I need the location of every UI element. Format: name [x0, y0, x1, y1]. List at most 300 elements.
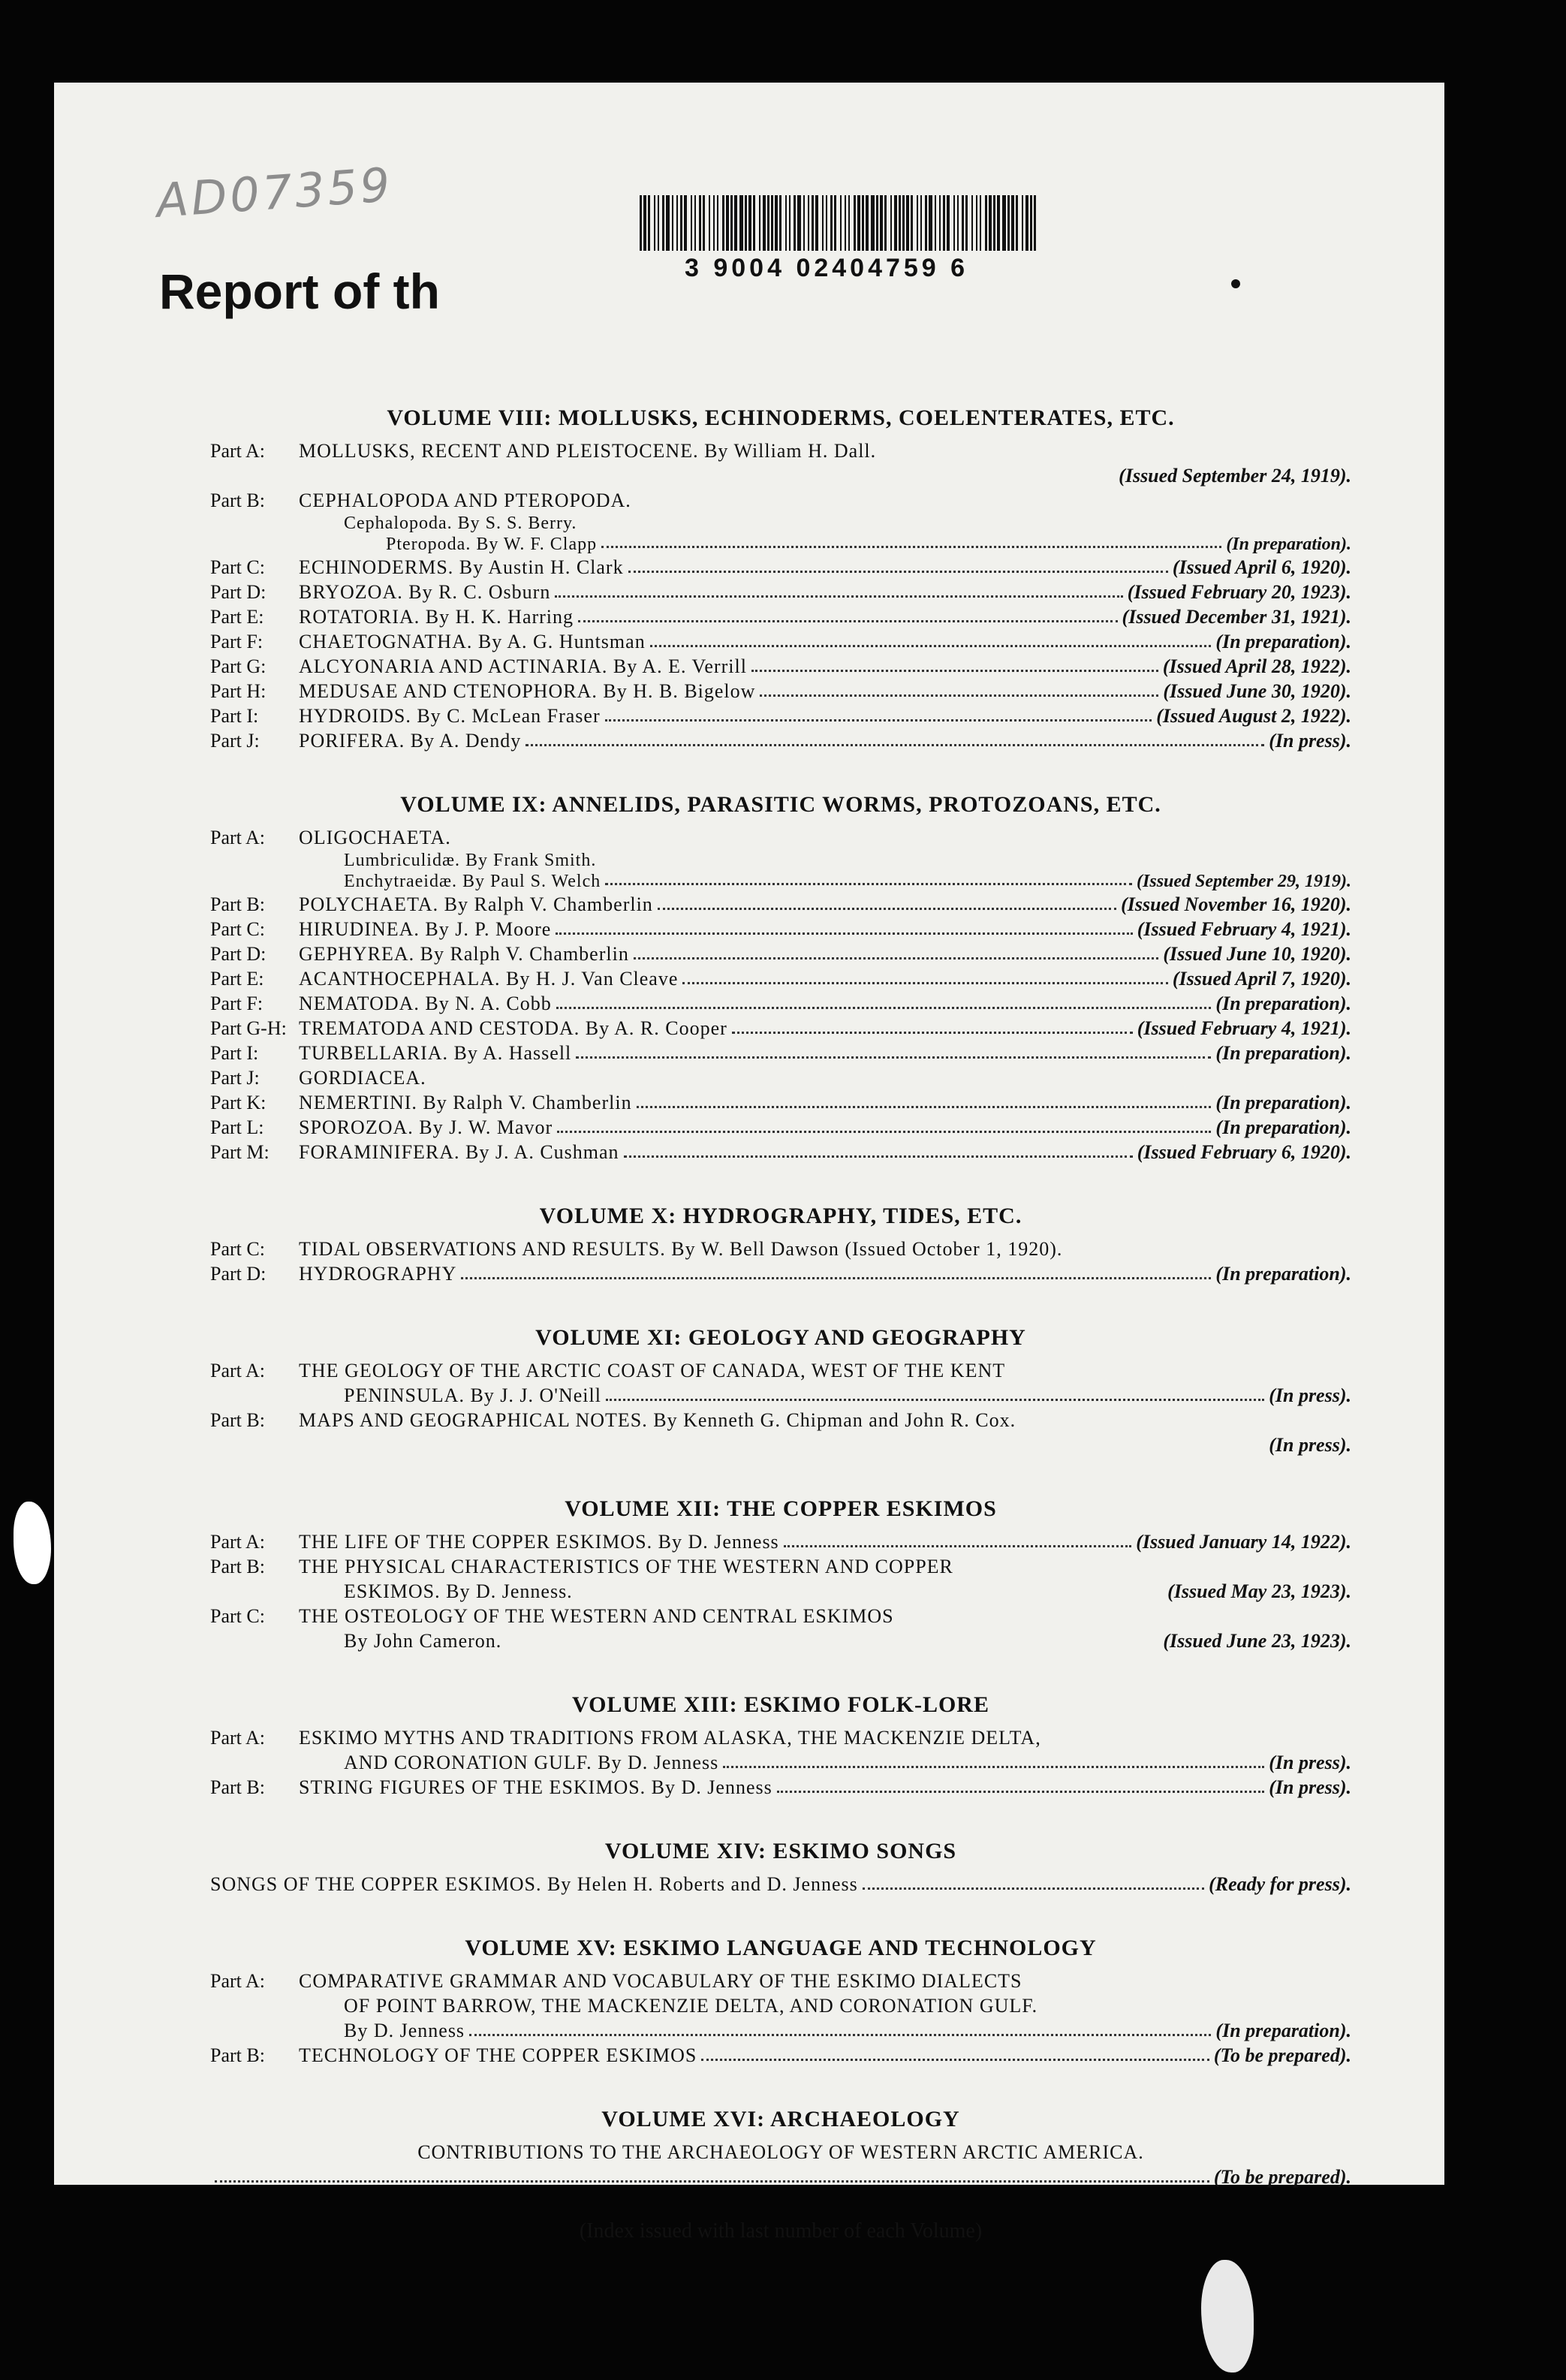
dot-leader — [215, 2165, 1209, 2183]
part-status: (In preparation). — [1215, 1116, 1351, 1138]
barcode-bar — [771, 195, 773, 251]
barcode-bar — [1022, 195, 1023, 251]
barcode-bar — [763, 195, 766, 251]
dot-leader — [557, 1115, 1211, 1133]
part-title: ESKIMO MYTHS AND TRADITIONS FROM ALASKA, THE MACKENZIE DELTA, — [299, 1727, 1041, 1749]
part-status: (Issued June 10, 1920). — [1163, 943, 1351, 965]
part-entry — [210, 1604, 1351, 1628]
barcode-bar — [703, 195, 705, 251]
volume-heading: VOLUME XI: GEOLOGY AND GEOGRAPHY — [535, 1325, 1026, 1350]
barcode-number: 3 9004 02404759 6 — [685, 254, 969, 282]
part-status: (Ready for press). — [1209, 1873, 1351, 1895]
barcode-bar — [920, 195, 922, 251]
barcode-bar — [826, 195, 827, 251]
barcode-bar — [953, 195, 955, 251]
part-label: Part M: — [210, 1141, 270, 1163]
part-title: GEPHYREA. By Ralph V. Chamberlin — [299, 943, 629, 965]
part-label: Part D: — [210, 943, 267, 965]
part-status: (To be prepared). — [1213, 2044, 1351, 2066]
part-entry — [210, 513, 1351, 534]
dot-leader — [751, 654, 1158, 672]
part-status: (Issued April 28, 1922). — [1162, 655, 1351, 677]
barcode-bar — [759, 195, 760, 251]
barcode-bar — [880, 195, 883, 251]
barcode-bar — [862, 195, 864, 251]
barcode-bar — [899, 195, 901, 251]
part-entry — [210, 1090, 1351, 1115]
part-label — [210, 1433, 299, 1457]
barcode-bar — [1002, 195, 1006, 251]
part-title: MAPS AND GEOGRAPHICAL NOTES. By Kenneth G. Chipman and John R. Cox. — [299, 1409, 1016, 1431]
barcode-bar — [797, 195, 801, 251]
barcode-bar — [691, 195, 692, 251]
part-entry — [210, 2043, 1351, 2068]
volume-heading: VOLUME IX: ANNELIDS, PARASITIC WORMS, PROTOZOANS, ETC. — [400, 792, 1161, 817]
part-status: (In preparation). — [1215, 631, 1351, 652]
part-label: Part F: — [210, 631, 264, 652]
barcode-bar — [734, 195, 737, 251]
dot-leader — [682, 966, 1167, 984]
part-label — [210, 850, 299, 871]
part-title: ECHINODERMS. By Austin H. Clark — [299, 556, 624, 578]
barcode-bar — [684, 195, 687, 251]
dot-leader — [556, 917, 1132, 935]
part-title: GORDIACEA. — [299, 1067, 426, 1089]
part-label — [210, 463, 299, 488]
dot-leader — [555, 580, 1122, 598]
part-title: Lumbriculidæ. By Frank Smith. — [344, 851, 597, 870]
barcode-bar — [935, 195, 936, 251]
part-status: (In preparation). — [1215, 1042, 1351, 1064]
part-entry — [210, 2018, 1351, 2043]
part-entry — [210, 966, 1351, 991]
part-entry — [210, 438, 1351, 463]
part-title: COMPARATIVE GRAMMAR AND VOCABULARY OF THE ESKIMO DIALECTS — [299, 1970, 1022, 1992]
part-label: Part F: — [210, 993, 264, 1014]
part-title: By John Cameron. — [344, 1630, 502, 1652]
ink-dot — [1231, 279, 1240, 288]
report-title: Report of th — [159, 264, 440, 319]
part-status: (In preparation). — [1215, 1263, 1351, 1285]
dot-leader — [469, 2018, 1211, 2036]
part-label: Part C: — [210, 1605, 265, 1627]
part-entry — [210, 2140, 1351, 2165]
dot-leader — [637, 1090, 1212, 1108]
barcode-bar — [857, 195, 860, 251]
part-title: NEMATODA. By N. A. Cobb — [299, 993, 552, 1014]
part-entry — [210, 1775, 1351, 1800]
part-title: THE PHYSICAL CHARACTERISTICS OF THE WESTERN AND COPPER — [299, 1556, 953, 1577]
part-status: (Issued April 7, 1920). — [1172, 968, 1351, 990]
barcode — [640, 195, 1037, 251]
barcode-bar — [947, 195, 950, 251]
part-entry — [210, 1872, 1351, 1896]
barcode-bar — [699, 195, 701, 251]
barcode-bar — [709, 195, 710, 251]
dot-leader — [601, 534, 1221, 548]
part-entry — [210, 1115, 1351, 1140]
part-entry — [210, 892, 1351, 917]
barcode-bar — [722, 195, 724, 251]
part-label: Part B: — [210, 893, 265, 915]
part-status: (In press). — [1269, 1752, 1351, 1773]
part-title: ACANTHOCEPHALA. By H. J. Van Cleave — [299, 968, 679, 990]
part-status: (In preparation). — [1215, 2020, 1351, 2041]
part-label — [210, 1750, 299, 1775]
dot-leader — [624, 1140, 1133, 1158]
part-status: (Issued February 20, 1923). — [1127, 581, 1351, 603]
part-title: THE LIFE OF THE COPPER ESKIMOS. By D. Jenness — [299, 1531, 779, 1553]
barcode-bar — [745, 195, 747, 251]
part-title: THE OSTEOLOGY OF THE WESTERN AND CENTRAL ESKIMOS — [299, 1605, 894, 1627]
part-title: CONTRIBUTIONS TO THE ARCHAEOLOGY OF WESTERN ARCTIC AMERICA. — [417, 2141, 1144, 2163]
part-entry — [210, 1554, 1351, 1579]
dot-leader — [723, 1750, 1264, 1768]
barcode-bar — [1034, 195, 1036, 251]
barcode-bar — [753, 195, 755, 251]
dot-leader — [634, 941, 1159, 960]
part-entry — [210, 1529, 1351, 1554]
barcode-bar — [1011, 195, 1014, 251]
part-status: (In press). — [1269, 1384, 1351, 1406]
dot-leader — [777, 1775, 1264, 1793]
part-entry — [210, 604, 1351, 629]
part-entry — [210, 871, 1351, 892]
part-title: NEMERTINI. By Ralph V. Chamberlin — [299, 1092, 632, 1113]
part-status: (Issued February 4, 1921). — [1137, 1017, 1351, 1039]
volume-list — [210, 405, 1351, 2243]
dot-leader — [605, 703, 1152, 722]
part-label: Part I: — [210, 705, 259, 727]
part-title: TECHNOLOGY OF THE COPPER ESKIMOS — [299, 2044, 697, 2066]
volume-heading: VOLUME XIII: ESKIMO FOLK-LORE — [572, 1692, 989, 1717]
barcode-bar — [902, 195, 905, 251]
dot-leader — [650, 629, 1212, 647]
part-title: ESKIMOS. By D. Jenness. — [344, 1580, 573, 1602]
part-label: Part I: — [210, 1042, 259, 1064]
dot-leader — [556, 991, 1212, 1009]
part-status: (To be prepared). — [1213, 2166, 1351, 2188]
part-label — [210, 1993, 299, 2018]
part-title: HYDROGRAPHY — [299, 1263, 457, 1285]
part-status: (Issued August 2, 1922). — [1156, 705, 1351, 727]
barcode-bar — [845, 195, 846, 251]
barcode-bar — [779, 195, 781, 251]
part-status: (Issued May 23, 1923). — [1167, 1580, 1351, 1602]
barcode-bar — [840, 195, 842, 251]
barcode-bar — [654, 195, 655, 251]
scan-artifact — [14, 1502, 51, 1584]
barcode-bar — [1007, 195, 1010, 251]
barcode-bar — [965, 195, 968, 251]
part-entry — [210, 2165, 1351, 2189]
part-title: STRING FIGURES OF THE ESKIMOS. By D. Jenness — [299, 1776, 772, 1798]
dot-leader — [760, 679, 1158, 697]
barcode-bar — [676, 195, 678, 251]
barcode-bar — [785, 195, 787, 251]
part-status: (In preparation). — [1226, 535, 1351, 554]
part-title: AND CORONATION GULF. By D. Jenness — [344, 1752, 719, 1773]
part-entry — [210, 534, 1351, 555]
part-title: THE GEOLOGY OF THE ARCTIC COAST OF CANADA, WEST OF THE KENT — [299, 1360, 1006, 1381]
part-status: (Issued February 6, 1920). — [1137, 1141, 1351, 1163]
part-entry — [210, 1140, 1351, 1164]
part-label — [210, 1579, 299, 1604]
volume-heading: VOLUME VIII: MOLLUSKS, ECHINODERMS, COELENTERATES, ETC. — [387, 405, 1175, 430]
part-label: Part G-H: — [210, 1017, 287, 1039]
dot-leader — [701, 2043, 1209, 2061]
part-entry — [210, 654, 1351, 679]
part-label: Part A: — [210, 1531, 265, 1553]
volume-heading: VOLUME X: HYDROGRAPHY, TIDES, ETC. — [539, 1204, 1022, 1228]
part-entry — [210, 1261, 1351, 1286]
volume-heading: VOLUME XVI: ARCHAEOLOGY — [601, 2107, 960, 2131]
part-entry — [210, 488, 1351, 513]
part-title: POLYCHAETA. By Ralph V. Chamberlin — [299, 893, 653, 915]
barcode-bar — [658, 195, 659, 251]
part-title: BRYOZOA. By R. C. Osburn — [299, 581, 551, 603]
part-title: TURBELLARIA. By A. Hassell — [299, 1042, 572, 1064]
part-label: Part B: — [210, 1776, 265, 1798]
part-title: SONGS OF THE COPPER ESKIMOS. By Helen H. Roberts and D. Jenness — [210, 1873, 858, 1895]
barcode-bar — [962, 195, 964, 251]
barcode-bar — [876, 195, 878, 251]
part-status: (Issued December 31, 1921). — [1122, 606, 1351, 628]
part-title: TREMATODA AND CESTODA. By A. R. Cooper — [299, 1017, 727, 1039]
volume-heading: VOLUME XIV: ESKIMO SONGS — [604, 1839, 957, 1863]
barcode-bar — [906, 195, 909, 251]
barcode-bar — [917, 195, 918, 251]
part-label: Part A: — [210, 440, 265, 462]
part-label — [210, 513, 299, 534]
part-label: Part C: — [210, 918, 265, 940]
barcode-bar — [980, 195, 981, 251]
part-entry — [210, 1579, 1351, 1604]
part-status: (Issued September 29, 1919). — [1137, 872, 1351, 891]
part-title: FORAMINIFERA. By J. A. Cushman — [299, 1141, 619, 1163]
dot-leader — [605, 871, 1132, 885]
dot-leader — [863, 1872, 1204, 1890]
barcode-bar — [662, 195, 664, 251]
barcode-bar — [775, 195, 778, 251]
part-title: ROTATORIA. By H. K. Harring — [299, 606, 574, 628]
part-entry — [210, 1237, 1351, 1261]
barcode-bar — [726, 195, 729, 251]
part-title: ALCYONARIA AND ACTINARIA. By A. E. Verrill — [299, 655, 747, 677]
barcode-bar — [666, 195, 670, 251]
barcode-bar — [866, 195, 869, 251]
barcode-bar — [748, 195, 751, 251]
part-status: (Issued February 4, 1921). — [1137, 918, 1351, 940]
barcode-bar — [830, 195, 833, 251]
part-label: Part B: — [210, 1556, 265, 1577]
dot-leader — [732, 1016, 1133, 1034]
part-entry — [210, 917, 1351, 941]
part-title: MEDUSAE AND CTENOPHORA. By H. B. Bigelow — [299, 680, 756, 702]
barcode-bar — [925, 195, 927, 251]
part-status: (Issued January 14, 1922). — [1136, 1531, 1351, 1553]
barcode-bar — [672, 195, 673, 251]
dot-leader — [606, 1383, 1264, 1401]
part-entry — [210, 1383, 1351, 1408]
barcode-bar — [812, 195, 814, 251]
part-status: (In preparation). — [1215, 993, 1351, 1014]
part-entry — [210, 1750, 1351, 1775]
barcode-bar — [997, 195, 1000, 251]
barcode-bar — [822, 195, 824, 251]
part-entry — [210, 941, 1351, 966]
volume-heading: VOLUME XII: THE COPPER ESKIMOS — [565, 1496, 997, 1521]
dot-leader — [784, 1529, 1132, 1547]
part-status: (Issued November 16, 1920). — [1121, 893, 1351, 915]
part-entry — [210, 728, 1351, 753]
barcode-bar — [730, 195, 733, 251]
part-entry — [210, 580, 1351, 604]
barcode-bar — [713, 195, 715, 251]
barcode-bar — [648, 195, 650, 251]
barcode-bar — [957, 195, 959, 251]
part-entry — [210, 991, 1351, 1016]
part-entry — [210, 1433, 1351, 1457]
barcode-bar — [989, 195, 992, 251]
barcode-bar — [943, 195, 945, 251]
part-status: (Issued September 24, 1919). — [1119, 465, 1351, 487]
barcode-bar — [643, 195, 646, 251]
part-entry — [210, 555, 1351, 580]
barcode-bar — [854, 195, 856, 251]
part-entry — [210, 1041, 1351, 1065]
barcode-bar — [789, 195, 791, 251]
dot-leader — [658, 892, 1116, 910]
barcode-bar — [929, 195, 932, 251]
part-label: Part K: — [210, 1092, 267, 1113]
part-label — [210, 871, 299, 892]
part-status: (Issued June 30, 1920). — [1163, 680, 1351, 702]
part-label: Part C: — [210, 556, 265, 578]
part-title: Pteropoda. By W. F. Clapp — [386, 535, 598, 554]
barcode-bar — [971, 195, 973, 251]
barcode-bar — [680, 195, 682, 251]
part-status: (In press). — [1269, 730, 1351, 752]
barcode-bar — [640, 195, 642, 251]
part-entry — [210, 1993, 1351, 2018]
part-title: SPOROZOA. By J. W. Mavor — [299, 1116, 553, 1138]
barcode-bar — [939, 195, 941, 251]
barcode-bar — [767, 195, 769, 251]
index-note: (Index issued with last number of each Volume) — [579, 2219, 983, 2243]
part-label: Part B: — [210, 1409, 265, 1431]
part-label: Part A: — [210, 1727, 265, 1749]
part-label: Part A: — [210, 1970, 265, 1992]
barcode-bar — [911, 195, 913, 251]
scan-artifact — [1201, 2260, 1254, 2372]
barcode-bar — [717, 195, 718, 251]
part-label: Part B: — [210, 2044, 265, 2066]
part-status: (Issued April 6, 1920). — [1172, 556, 1351, 578]
part-label: Part D: — [210, 581, 267, 603]
part-status: (Issued June 23, 1923). — [1163, 1630, 1351, 1652]
barcode-bar — [739, 195, 743, 251]
part-label — [210, 2018, 299, 2043]
part-entry — [210, 1725, 1351, 1750]
part-label: Part L: — [210, 1116, 264, 1138]
part-title: Enchytraeidæ. By Paul S. Welch — [344, 872, 601, 891]
part-title: HYDROIDS. By C. McLean Fraser — [299, 705, 601, 727]
part-label: Part J: — [210, 730, 260, 752]
barcode-bar — [815, 195, 818, 251]
dot-leader — [576, 1041, 1211, 1059]
barcode-bar — [848, 195, 850, 251]
barcode-bar — [834, 195, 836, 251]
barcode-bar — [794, 195, 796, 251]
volume-heading: VOLUME XV: ESKIMO LANGUAGE AND TECHNOLOGY — [465, 1936, 1097, 1960]
part-title: OLIGOCHAETA. — [299, 827, 451, 848]
part-title: Cephalopoda. By S. S. Berry. — [344, 514, 577, 533]
part-entry — [210, 703, 1351, 728]
barcode-bar — [871, 195, 875, 251]
handwritten-accession-number: AD07359 — [154, 157, 395, 228]
part-entry — [210, 1358, 1351, 1383]
part-label: Part E: — [210, 968, 264, 990]
barcode-bar — [1025, 195, 1028, 251]
barcode-bar — [694, 195, 696, 251]
part-entry — [210, 1969, 1351, 1993]
barcode-bar — [1016, 195, 1018, 251]
barcode-bar — [976, 195, 977, 251]
part-label: Part J: — [210, 1067, 260, 1089]
part-status: (In preparation). — [1215, 1092, 1351, 1113]
part-entry — [210, 629, 1351, 654]
barcode-bar — [808, 195, 809, 251]
part-status: (In press). — [1269, 1776, 1351, 1798]
barcode-bar — [803, 195, 805, 251]
part-title: MOLLUSKS, RECENT AND PLEISTOCENE. By William H. Dall. — [299, 440, 877, 462]
part-entry — [210, 1628, 1351, 1653]
part-label — [210, 1383, 299, 1408]
part-label: Part D: — [210, 1263, 267, 1285]
part-label: Part G: — [210, 655, 267, 677]
part-label — [210, 534, 299, 555]
part-entry — [210, 463, 1351, 488]
barcode-bar — [884, 195, 887, 251]
barcode-bar — [890, 195, 892, 251]
part-label: Part E: — [210, 606, 264, 628]
part-label: Part B: — [210, 490, 265, 511]
part-entry — [210, 1408, 1351, 1433]
dot-leader — [578, 604, 1118, 622]
part-status: (In press). — [1269, 1434, 1351, 1456]
part-title: CHAETOGNATHA. By A. G. Huntsman — [299, 631, 646, 652]
part-label: Part A: — [210, 1360, 265, 1381]
barcode-bar — [993, 195, 995, 251]
part-label: Part H: — [210, 680, 267, 702]
part-entry — [210, 825, 1351, 850]
dot-leader — [461, 1261, 1211, 1279]
part-entry — [210, 1065, 1351, 1090]
part-label — [210, 1628, 299, 1653]
part-title: CEPHALOPODA AND PTEROPODA. — [299, 490, 631, 511]
barcode-bar — [1030, 195, 1032, 251]
barcode-bar — [985, 195, 987, 251]
part-label: Part A: — [210, 827, 265, 848]
barcode-bar — [894, 195, 897, 251]
dot-leader — [628, 555, 1168, 573]
part-title: PENINSULA. By J. J. O'Neill — [344, 1384, 601, 1406]
document-page — [54, 83, 1444, 2243]
dot-leader — [526, 728, 1264, 746]
part-entry — [210, 1016, 1351, 1041]
part-title: PORIFERA. By A. Dendy — [299, 730, 522, 752]
